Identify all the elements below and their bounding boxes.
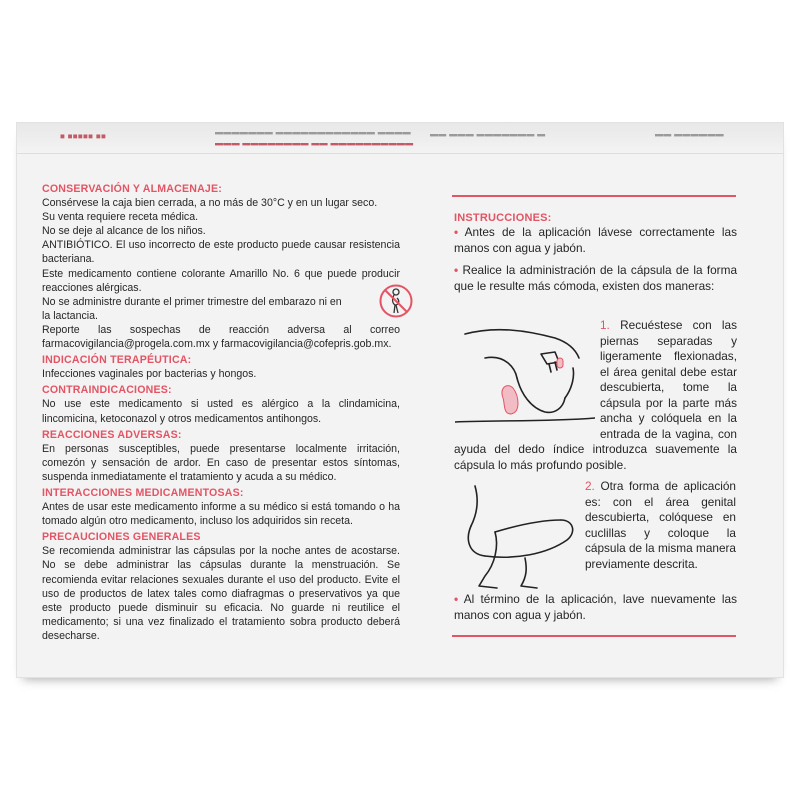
ghost-print: ▬▬ ▬▬▬ ▬▬▬▬▬▬▬ ▬ [430,132,546,141]
left-panel [42,182,400,643]
step2-block [585,479,736,572]
instructions-bottom-rule [452,635,736,637]
closing-paragraph [454,592,737,623]
reacciones-text: En personas susceptibles, puede presentarse localmente irritación, comezón y sensación de ardor. En caso de presentar estos síntomas, suspenda inmediatamente el tratamiento y acuda a su médico. [42,442,400,483]
interacciones-title: INTERACCIONES MEDICAMENTOSAS: [42,486,244,499]
conservacion-title: CONSERVACIÓN Y ALMACENAJE: [42,183,223,195]
squatting-position-illustration [455,480,577,592]
instruction-intro-2 [454,263,737,294]
bullet-icon: • [454,592,459,606]
contraindicaciones-title: CONTRAINDICACIONES: [42,384,172,397]
reacciones-title: REACCIONES ADVERSAS: [42,428,182,441]
instructions-top-rule [452,195,736,197]
closing-block [454,592,737,623]
bullet-icon: • [454,225,459,240]
precauciones-title: PRECAUCIONES GENERALES [42,531,201,544]
instructions-title: INSTRUCCIONES: [454,212,552,224]
ghost-print: ▬▬ ▬▬▬▬▬▬ [655,132,724,141]
conservacion-line: Reporte las sospechas de reacción adversa al correo farmacovigilancia@progela.com.mx y farmacovigilancia@cofepris.gob.mx. [42,323,400,351]
precauciones-text: Se recomienda administrar las cápsulas por la noche antes de acostarse. No se debe administrar las cápsulas durante la menstruación. Se recomienda evitar relaciones sexuales durante el uso del producto. Evite el uso de productos de latex tales como diafragmas o preservativos ya que este producto puede disminuir su eficacia. No guarde ni reutilice el medicamento; si una vez finalizado el tratamiento sobra producto deberá desecharse. [42,545,400,642]
step1-block [454,318,737,475]
right-panel [454,211,737,294]
figure-float-spacer [454,318,600,435]
conservacion-line: Consérvese la caja bien cerrada, a no más de 30°C y en un lugar seco. [42,197,378,210]
interacciones-text: Antes de usar este medicamento informe a su médico si está tomando o ha tomado algún otro medicamento, incluso los adquiridos sin receta. [42,501,400,528]
step2-number: 2. [585,479,595,493]
conservacion-line: Este medicamento contiene colorante Amarillo No. 6 que puede producir reacciones alérgicas. [42,267,400,294]
step1-number: 1. [600,318,610,332]
no-pregnancy-icon [378,283,414,319]
step2-text: Otra forma de aplicación es: con el área genital descubierta, colóquese en cuclillas y coloque la cápsula de la misma manera previamente descrita. [585,479,736,571]
conservacion-line: No se deje al alcance de los niños. [42,225,206,238]
conservacion-line: Su venta requiere receta médica. [42,211,199,224]
bullet-icon: • [454,263,459,278]
ghost-print: ▬▬▬▬▬▬▬ ▬▬▬▬▬▬▬▬▬▬▬▬ ▬▬▬▬ [215,130,411,139]
ghost-print: ▬▬▬ ▬▬▬▬▬▬▬▬ ▬▬ ▬▬▬▬▬▬▬▬▬▬ [215,141,414,150]
conservacion-line: ANTIBIÓTICO. El uso incorrecto de este producto puede causar resistencia bacteriana. [42,239,400,266]
contraindicaciones-text: No use este medicamento si usted es alérgico a la clindamicina, lincomicina, ketoconazol y otros medicamentos antihongos. [42,398,400,425]
step2-paragraph [585,479,736,572]
indicacion-title: INDICACIÓN TERAPÉUTICA: [42,354,192,367]
ghost-print: ■ ■■■■■ ■■ [60,132,107,141]
indicacion-text: Infecciones vaginales por bacterias y hongos. [42,368,257,381]
step1-text: Recuéstese con las piernas separadas y ligeramente flexionadas, el área genital debe estar descubierta, tome la cápsula por la parte más ancha y colóquela en la entrada de la vagina, con ayuda del dedo índice introduzca suavemente la cápsula lo más profundo posible. [454,318,738,472]
instruction-intro-1-text: Antes de la aplicación lávese correctamente las manos con agua y jabón. [454,225,737,255]
closing-text: Al término de la aplicación, lave nuevamente las manos con agua y jabón. [454,592,737,622]
conservacion-line: No se administre durante el primer trimestre del embarazo ni en la lactancia. [42,295,342,322]
instruction-intro-2-text: Realice la administración de la cápsula de la forma que le resulte más cómoda, existen dos maneras: [454,263,737,293]
instruction-intro-1 [454,225,737,256]
